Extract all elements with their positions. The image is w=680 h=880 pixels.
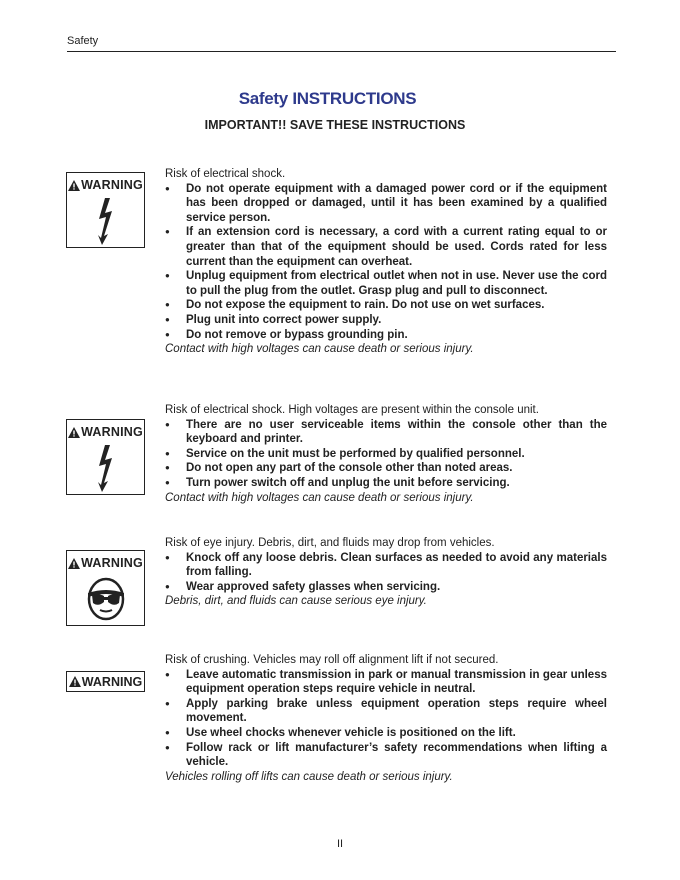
- warning-triangle-icon: [68, 180, 80, 191]
- instruction-list: [165, 182, 607, 343]
- section-electrical-shock-1: [165, 167, 607, 357]
- warning-label: WARNING: [67, 553, 144, 573]
- page-title: Safety INSTRUCTIONS: [238, 89, 417, 108]
- list-item: ● Turn power switch off and unplug the unit before servicing.: [165, 476, 607, 491]
- list-item: ● Wear approved safety glasses when servicing.: [165, 580, 607, 595]
- warning-box-eye-injury: [66, 550, 145, 626]
- list-item: ● Follow rack or lift manufacturer’s safety recommendations when lifting a vehicle.: [165, 741, 607, 770]
- section-intro: Risk of electrical shock. High voltages are present within the console unit.: [165, 404, 539, 416]
- section-crushing: [165, 653, 607, 784]
- list-item: ● Apply parking brake unless equipment operation steps require wheel movement.: [165, 697, 607, 726]
- warning-triangle-icon: [68, 558, 80, 569]
- section-intro: Risk of electrical shock.: [165, 168, 286, 180]
- instruction-list: [165, 668, 607, 770]
- page-number: II: [336, 838, 344, 850]
- list-item: ● Plug unit into correct power supply.: [165, 313, 607, 328]
- warning-box-electrical-1: [66, 172, 145, 248]
- list-item: ● Do not expose the equipment to rain. Do not use on wet surfaces.: [165, 298, 607, 313]
- warning-triangle-icon: [69, 676, 81, 687]
- list-item: ● Use wheel chocks whenever vehicle is positioned on the lift.: [165, 726, 607, 741]
- section-consequence: Debris, dirt, and fluids can cause serious eye injury.: [165, 595, 427, 608]
- warning-box-crushing: [66, 671, 145, 692]
- safety-goggles-icon: [83, 575, 129, 621]
- section-consequence: Contact with high voltages can cause death or serious injury.: [165, 343, 474, 356]
- warning-label: WARNING: [67, 175, 144, 195]
- warning-label: WARNING: [67, 422, 144, 442]
- instruction-list: [165, 418, 607, 491]
- section-electrical-shock-2: [165, 403, 607, 505]
- instruction-list: [165, 551, 607, 595]
- list-item: ● Unplug equipment from electrical outlet when not in use. Never use the cord to pull the plug from the outlet. Grasp plug and pull to disconnect.: [165, 269, 607, 298]
- warning-box-electrical-2: [66, 419, 145, 495]
- list-item: ● Leave automatic transmission in park or manual transmission in gear unless equipment operation steps require vehicle in neutral.: [165, 668, 607, 697]
- electrical-shock-icon: [96, 444, 116, 492]
- header-divider: [67, 51, 616, 52]
- section-eye-injury: [165, 536, 607, 609]
- list-item: ● Knock off any loose debris. Clean surfaces as needed to avoid any materials from falling.: [165, 551, 607, 580]
- warning-label: WARNING: [81, 674, 143, 689]
- list-item: ● Do not operate equipment with a damaged power cord or if the equipment has been dropped or damaged, until it has been examined by a qualified service person.: [165, 182, 607, 226]
- list-item: ● Do not open any part of the console other than noted areas.: [165, 461, 607, 476]
- section-consequence: Contact with high voltages can cause death or serious injury.: [165, 491, 474, 504]
- section-consequence: Vehicles rolling off lifts can cause death or serious injury.: [165, 770, 453, 783]
- list-item: ● There are no user serviceable items within the console other than the keyboard and printer.: [165, 418, 607, 447]
- electrical-shock-icon: [96, 197, 116, 245]
- section-intro: Risk of eye injury. Debris, dirt, and fluids may drop from vehicles.: [165, 537, 495, 549]
- list-item: ● If an extension cord is necessary, a cord with a current rating equal to or greater than that of the equipment should be used. Cords rated for less current than the equipment can overheat.: [165, 225, 607, 269]
- page-subtitle: IMPORTANT!! SAVE THESE INSTRUCTIONS: [204, 118, 466, 132]
- list-item: ● Do not remove or bypass grounding pin.: [165, 328, 607, 343]
- warning-triangle-icon: [68, 427, 80, 438]
- running-header: Safety: [67, 35, 99, 47]
- section-intro: Risk of crushing. Vehicles may roll off alignment lift if not secured.: [165, 654, 499, 666]
- list-item: ● Service on the unit must be performed by qualified personnel.: [165, 447, 607, 462]
